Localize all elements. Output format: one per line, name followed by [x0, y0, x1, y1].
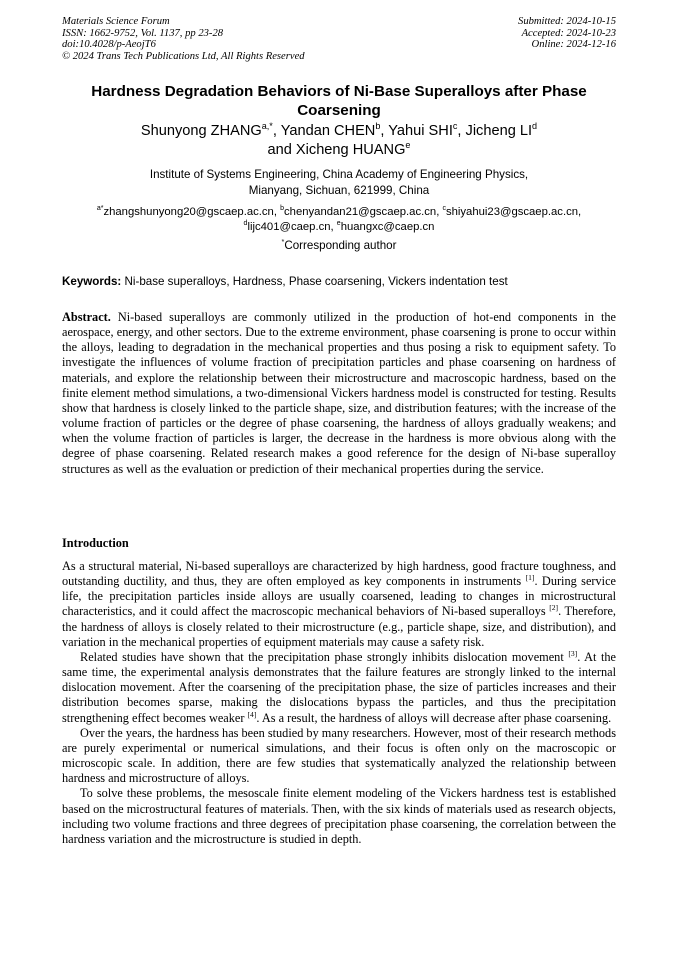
- paper-title: Hardness Degradation Behaviors of Ni-Base Superalloys after Phase Coarsening: [91, 83, 587, 119]
- author-affil-mark: a,*: [261, 121, 273, 132]
- accepted-date: Accepted: 2024-10-23: [521, 27, 616, 39]
- doi-line[interactable]: doi:10.4028/p-AeojT6: [62, 39, 156, 51]
- author-affil-mark: d: [532, 121, 538, 132]
- keywords: [62, 274, 616, 290]
- section-heading-introduction: Introduction: [62, 536, 129, 550]
- citation-ref[interactable]: [3]: [568, 648, 578, 658]
- author-name: Yandan CHEN: [280, 123, 376, 139]
- email-link[interactable]: huangxc@caep.cn: [340, 221, 435, 233]
- introduction-body: [62, 559, 616, 847]
- submitted-date: Submitted: 2024-10-15: [518, 16, 616, 27]
- journal-info: [62, 16, 305, 62]
- intro-paragraph: Related studies have shown that the precipitation phase strongly inhibits dislocation movement [3]. At the same time, the experimental analysis demonstrates that the failure features are strongly linked to the internal dislocation movement. After the coarsening of the precipitation phase, the size of particles increases and their distribution becomes sparse, making the dislocations bypass the particles, and thus the precipitation strengthening effect becomes weaker [4]. As a result, the hardness of alloys will decrease after phase coarsening.: [62, 648, 617, 725]
- affiliation-line: Mianyang, Sichuan, 621999, China: [248, 184, 430, 197]
- author-name: Shunyong ZHANG: [140, 123, 262, 139]
- affiliation-line: Institute of Systems Engineering, China Academy of Engineering Physics,: [149, 168, 529, 181]
- citation-ref[interactable]: [2]: [549, 603, 559, 613]
- intro-paragraph: Over the years, the hardness has been studied by many researchers. However, most of their research methods are purely experimental or numerical simulations, and their focus is often only on the macroscopic or microscopic scale. In addition, there are few studies that systematically analyzed the relationship between hardness and microstructure of alloys.: [62, 725, 616, 786]
- keywords-label: Keywords:: [62, 275, 122, 288]
- journal-name: Materials Science Forum: [62, 16, 170, 27]
- author-affil-mark: c: [452, 121, 458, 132]
- corresponding-author-note: *Corresponding author: [281, 237, 397, 252]
- keywords-text: Ni-base superalloys, Hardness, Phase coarsening, Vickers indentation test: [124, 275, 508, 288]
- abstract-label: Abstract.: [62, 310, 111, 324]
- email-link[interactable]: zhangshunyong20@gscaep.ac.cn: [103, 206, 274, 218]
- citation-ref[interactable]: [4]: [247, 709, 257, 719]
- author-list: Shunyong $ZHANG^{a,*}$, Yandan CHEN$^b$, Yahui SHI$^c$, Jicheng $LI^d$ and Xicheng HUANG$^e$: [140, 121, 538, 158]
- author-name: Jicheng LI: [465, 123, 533, 139]
- author-name: Yahui SHI: [388, 123, 453, 139]
- publication-dates: [518, 16, 616, 51]
- issn-line: ISSN: 1662-9752, Vol. 1137, pp 23-28: [62, 27, 224, 39]
- online-date: Online: 2024-12-16: [531, 39, 616, 51]
- email-link[interactable]: lijc401@caep.cn: [247, 221, 331, 233]
- author-affil-mark: e: [405, 140, 411, 151]
- copyright-line: © 2024 Trans Tech Publications Ltd, All Rights Reserved: [62, 50, 305, 62]
- abstract: [62, 310, 616, 477]
- author-name: Xicheng HUANG: [295, 142, 406, 158]
- intro-paragraph: As a structural material, Ni-based superalloys are characterized by high hardness, good fracture toughness, and outstanding ductility, and thus, they are often employed as key components in instruments [1]. During service life, the precipitation particles inside alloys are usually coarsened, leading to changes in microstructural characteristics, and it could affect the macroscopic mechanical behaviors of Ni-based superalloys [2]. Therefore, the hardness of alloys is closely related to their microstructure (e.g., particle shape, size, and distribution), and variation in the mechanical properties of equipment materials may cause a safety risk.: [62, 559, 616, 649]
- author-affil-mark: b: [375, 121, 381, 132]
- email-link[interactable]: shiyahui23@gscaep.ac.cn: [445, 206, 579, 218]
- email-link[interactable]: chenyandan21@gscaep.ac.cn: [284, 206, 437, 218]
- citation-ref[interactable]: [1]: [525, 573, 535, 583]
- email-list: $^{a*}$zhangshunyong20@gscaep.ac.cn, $^b$chenyandan21@gscaep.ac.cn, $^c$shiyahui23@gscaep.ac.cn, $^d$lijc401@caep.cn, $^e$huangxc@caep.cn: [96, 205, 582, 233]
- abstract-text: Ni-based superalloys are commonly utilized in the production of hot-end components in the aerospace, energy, and other sectors. Due to the extreme environment, phase coarsening is prone to occur within the alloys, leading to degradation in the mechanical properties and thus posing a risk to equipment safety. To investigate the influences of volume fraction of precipitation particles and phase coarsening on hardness of materials, and explore the relationship between their microstructure and macroscopic hardness, based on the finite element method simulations, a two-dimensional Vickers hardness model is constructed for testing. Results show that hardness is closely linked to the particle shape, size, and distribution features; with the increase of the volume fraction of particles or the degree of phase coarsening, the hardness of alloys gradually weakens; and when the volume fraction of particles is larger, the decrease in the hardness is more obvious along with the degree of phase coarsening. Related research makes a good reference for the design of Ni-base superalloy structures as well as the evaluation or prediction of their mechanical properties during the service.: [62, 310, 616, 476]
- affiliation: [62, 167, 616, 199]
- intro-paragraph: To solve these problems, the mesoscale finite element modeling of the Vickers hardness test is established based on the microstructural features of materials. Then, with the six kinds of materials used as research objects, including two volume fractions and three degrees of precipitation phase coarsening, the correlation between the hardness variation and the microstructure is studied in depth.: [62, 786, 616, 846]
